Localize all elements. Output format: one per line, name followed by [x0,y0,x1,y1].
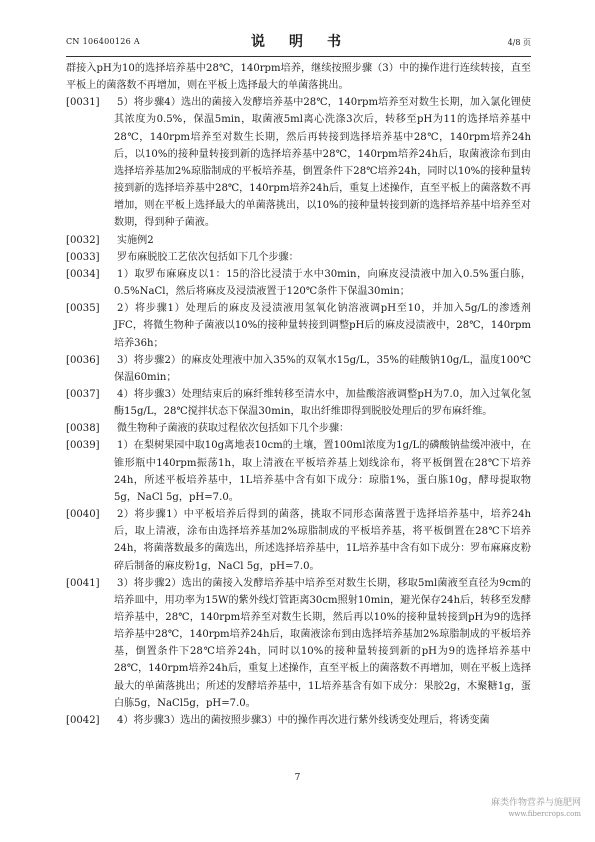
paragraph [66,266,531,300]
continuation-text: 群接入pH为10的选择培养基中28℃，140rpm培养，继续按照步骤（3）中的操作进行连续转接，直至平板上的菌落数不再增加，则在平板上选择最大的单菌落挑出。 [66,63,531,92]
paragraph-number: [0040] [66,509,100,521]
paragraph-number: [0042] [66,714,100,726]
paragraph-text: 罗布麻脱胶工艺依次包括如下几个步骤： [117,251,299,263]
paragraph-text: 实施例2 [117,234,154,246]
paragraph [66,232,531,249]
paragraph-text: 4）将步骤3）处理结束后的麻纤维转移至清水中，加盐酸溶液调整pH为7.0，加入过氧化氢酶15g/L，28℃搅拌状态下保温30min，取出纤维即得到脱胶处理后的罗布麻纤维。 [114,388,531,418]
publication-number: CN 106400126 A [66,37,140,46]
paragraph-text: 3）将步骤2）的麻皮处理液中加入35%的双氧水15g/L，35%的硅酸钠10g/L，温度100℃保温60min； [114,354,531,383]
paragraph [66,712,531,729]
paragraph-text: 4）将步骤3）选出的菌按照步骤3）中的操作再次进行紫外线诱变处理后，将诱变菌 [117,714,490,726]
paragraph [66,249,531,266]
paragraph-number: [0033] [66,251,100,263]
paragraph [66,352,531,386]
paragraph-list [66,94,531,729]
paragraph [66,386,531,420]
paragraph-text: 2）将步骤1）处理后的麻皮及浸渍液用氢氧化钠溶液调pH至10，并加入5g/L的渗透剂JFC，将微生物种子菌液以10%的接种量转接到调整pH后的麻皮浸渍液中，28℃，140rpm培养36h； [114,303,531,349]
watermark-url: www.fibercrops.com [508,810,581,818]
paragraph-number: [0036] [66,354,100,366]
paragraph-number: [0041] [66,577,100,589]
paragraph-number: [0031] [66,97,100,109]
paragraph-text: 1）取罗布麻麻皮以1：15的浴比浸渍于水中30min，向麻皮浸渍液中加入0.5%蛋白胨，0.5%NaCl，然后将麻皮及浸渍液置于120℃条件下保温30min； [114,268,531,298]
document-title: 说 明 书 [251,34,346,50]
paragraph-text: 2）将步骤1）中平板培养后得到的菌落，挑取不同形态菌落置于选择培养基中，培养24h后，取上清液，涂布由选择培养基加2%琼脂制成的平板培养基，将平板倒置在28℃下培养24h，将菌落数最多的菌选出，所述选择培养基中，1L培养基中含有如下成分：罗布麻麻皮粉碎后制备的麻皮粉1g，NaCl 5g，pH=7.0。 [114,509,531,572]
page-indicator: 4/8 页 [507,38,531,47]
site-watermark [491,798,581,820]
page-header [66,28,531,54]
paragraph [66,300,531,351]
paragraph-text: 3）将步骤2）选出的菌接入发酵培养基中培养至对数生长期，移取5ml菌液至直径为9cm的培养皿中，用功率为15W的紫外线灯管距离30cm照射10min，避光保存24h后，转移至发酵培养基中，28℃，140rpm培养至对数生长期，然后再以10%的接种量转接到pH为9的选择培养基中28℃，140rpm培养24h后，取菌液涂布到由选择培养基加2%琼脂制成的平板培养基，倒置条件下28℃培养24h，同时以10%的接种量转接到新的pH为9的选择培养基中28℃，140rpm培养24h后，重复上述操作，直至平板上的菌落数不再增加，则在平板上选择最大的单菌落挑出；所述的发酵培养基中，1L培养基含有如下成分：果胶2g，木聚糖1g，蛋白胨5g，NaCl5g，pH=7.0。 [114,577,531,709]
paragraph-text: 5）将步骤4）选出的菌接入发酵培养基中28℃，140rpm培养至对数生长期，加入氯化锂使其浓度为0.5%，保温5min，取菌液5ml离心洗涤3次后，转移至pH为11的选择培养基中28℃，140rpm培养至对数生长期，然后再转接到选择培养基中28℃，140rpm培养24h后，以10%的接种量转接到新的选择培养基中28℃，140rpm培养24h后，取菌液涂布到由选择培养基加2%琼脂制成的平板培养基，倒置条件下28℃培养24h，同时以10%的接种量转接到新的选择培养基中28℃，140rpm培养24h后，重复上述操作，直至平板上的菌落数不再增加，则在平板上选择最大的单菌落挑出，以10%的接种量转接到新的选择培养基中培养至对数期，得到种子菌液。 [114,97,531,229]
paragraph-number: [0032] [66,234,100,246]
paragraph [66,506,531,575]
paragraph [66,575,531,712]
paragraph-text: 微生物种子菌液的获取过程依次包括如下几个步骤： [117,423,350,435]
page-number: 7 [294,773,301,783]
paragraph-text: 1）在梨树果园中取10g离地表10cm的土壤，置100ml浓度为1g/L的磷酸钠盐缓冲液中，在锥形瓶中140rpm振荡1h，取上清液在平板培养基上划线涂布，将平板倒置在28℃下培养24h，所述平板培养基中，1L培养基中含有如下成分：琼脂1%，蛋白胨10g，酵母提取物5g，NaCl 5g，pH=7.0。 [114,440,531,503]
paragraph-number: [0034] [66,268,100,280]
paragraph-number: [0039] [66,440,100,452]
watermark-site-name: 麻类作物营养与施肥网 [490,798,581,808]
header-rule [66,56,531,57]
paragraph [66,437,531,506]
paragraph [66,420,531,437]
paragraph [66,94,531,231]
paragraph-number: [0038] [66,423,100,435]
paragraph-number: [0035] [66,303,100,315]
document-body [66,60,531,729]
paragraph-number: [0037] [66,388,100,400]
